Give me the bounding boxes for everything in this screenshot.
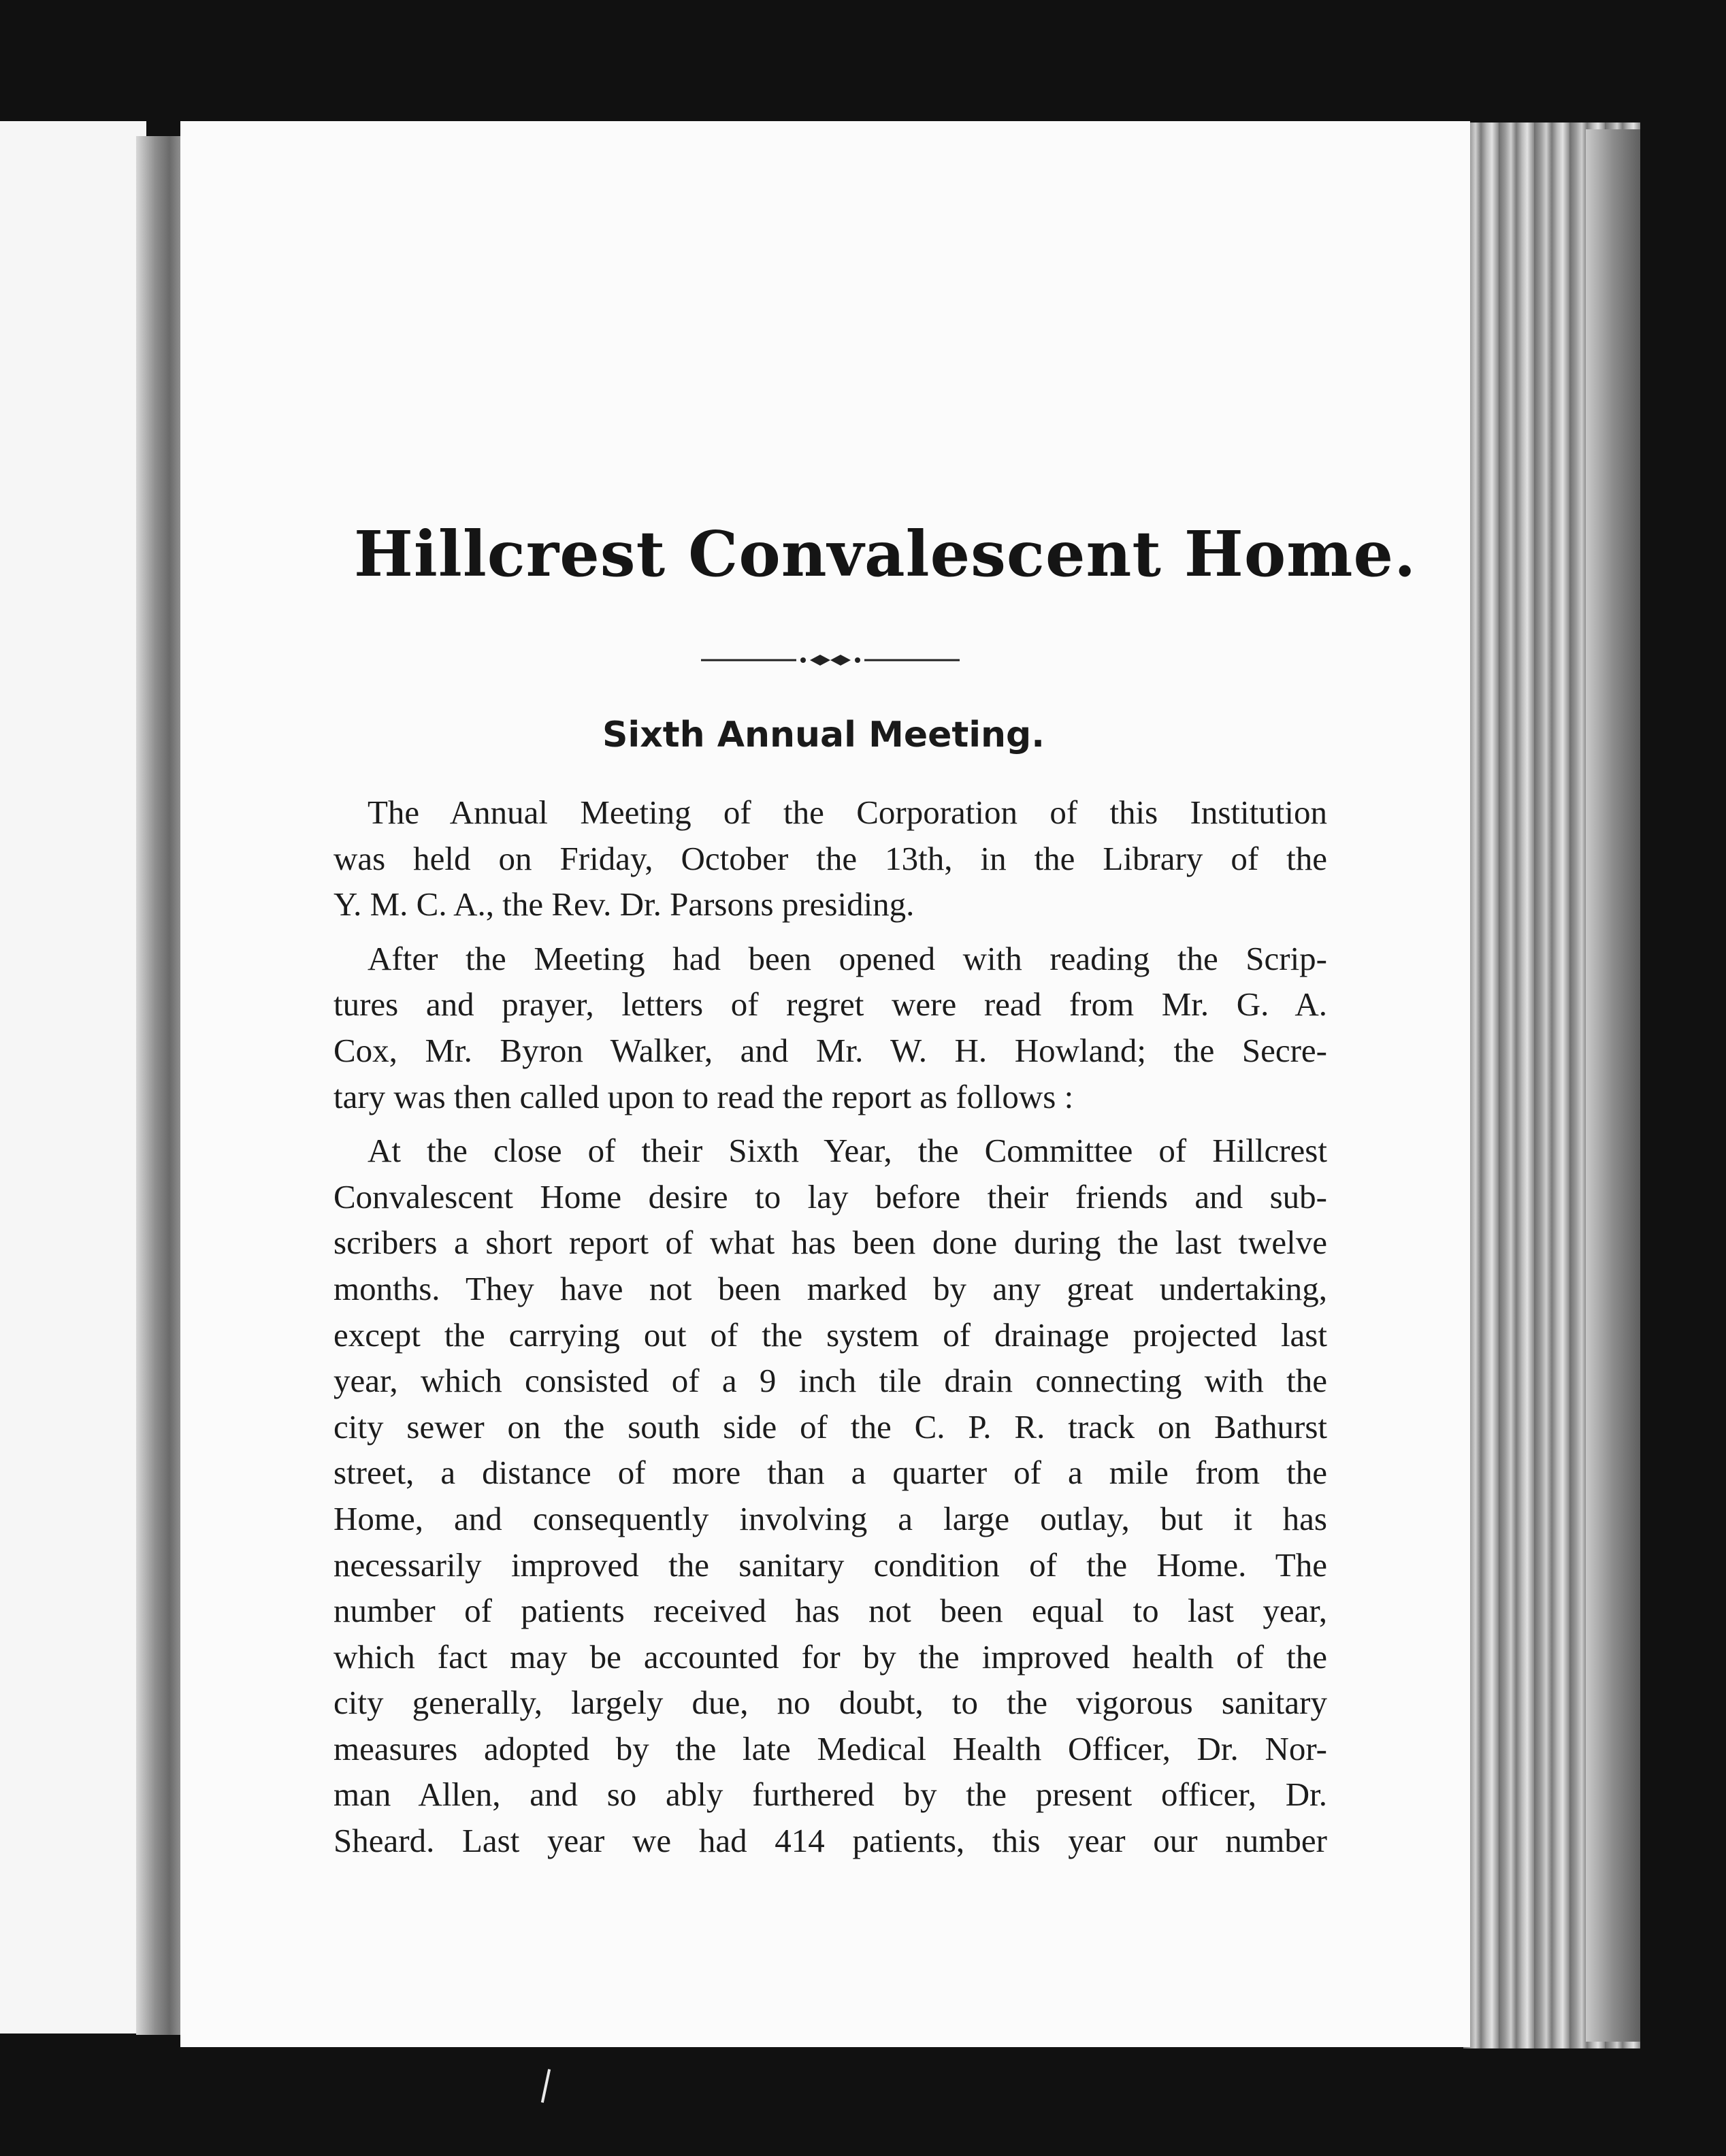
- paragraph: [333, 1128, 1327, 1864]
- text-line: tures and prayer, letters of regret were read from Mr. G. A.: [333, 985, 1327, 1024]
- text-line: After the Meeting had been opened with reading the Scrip-: [368, 939, 1327, 977]
- paragraph: [333, 936, 1327, 1120]
- text-line: which fact may be accounted for by the improved health of the: [333, 1637, 1327, 1676]
- text-line: necessarily improved the sanitary condition of the Home. The: [333, 1546, 1327, 1584]
- page-title: Hillcrest Convalescent Home.: [354, 517, 1417, 591]
- text-line: Convalescent Home desire to lay before their friends and sub-: [333, 1177, 1327, 1215]
- text-line: except the carrying out of the system of drainage projected last: [333, 1316, 1327, 1354]
- text-line: Sheard. Last year we had 414 patients, this year our number: [333, 1822, 1327, 1860]
- text-line: was held on Friday, October the 13th, in the Library of the: [333, 839, 1327, 877]
- text-line: The Annual Meeting of the Corporation of this Institution: [368, 794, 1327, 831]
- text-line: Home, and consequently involving a large outlay, but it has: [333, 1499, 1327, 1537]
- book-gutter: [136, 136, 184, 2035]
- text-line: measures adopted by the late Medical Health Officer, Dr. Nor-: [333, 1729, 1327, 1767]
- ornament-divider: [701, 650, 960, 670]
- paragraph: [333, 789, 1327, 928]
- text-line: months. They have not been marked by any great undertaking,: [333, 1269, 1327, 1307]
- facing-page-edge: [0, 121, 146, 2034]
- book-cover-edge: [1586, 129, 1640, 2042]
- body-text: [333, 789, 1327, 1872]
- text-line: year, which consisted of a 9 inch tile drain connecting with the: [333, 1362, 1327, 1400]
- text-line: city sewer on the south side of the C. P. R. track on Bathurst: [333, 1407, 1327, 1446]
- text-line: scribers a short report of what has been done during the last twelve: [333, 1224, 1327, 1262]
- text-line: street, a distance of more than a quarter of a mile from the: [333, 1454, 1327, 1492]
- section-heading: Sixth Annual Meeting.: [602, 715, 1045, 755]
- text-line: At the close of their Sixth Year, the Committee of Hillcrest: [368, 1132, 1327, 1170]
- text-line: Cox, Mr. Byron Walker, and Mr. W. H. Howland; the Secre-: [333, 1031, 1327, 1069]
- text-line: tary was then called upon to read the report as follows :: [333, 1077, 1074, 1115]
- text-line: number of patients received has not been equal to last year,: [333, 1592, 1327, 1630]
- text-line: Y. M. C. A., the Rev. Dr. Parsons presiding.: [333, 885, 915, 924]
- text-line: man Allen, and so ably furthered by the present officer, Dr.: [333, 1776, 1327, 1814]
- text-line: city generally, largely due, no doubt, to the vigorous sanitary: [333, 1684, 1327, 1722]
